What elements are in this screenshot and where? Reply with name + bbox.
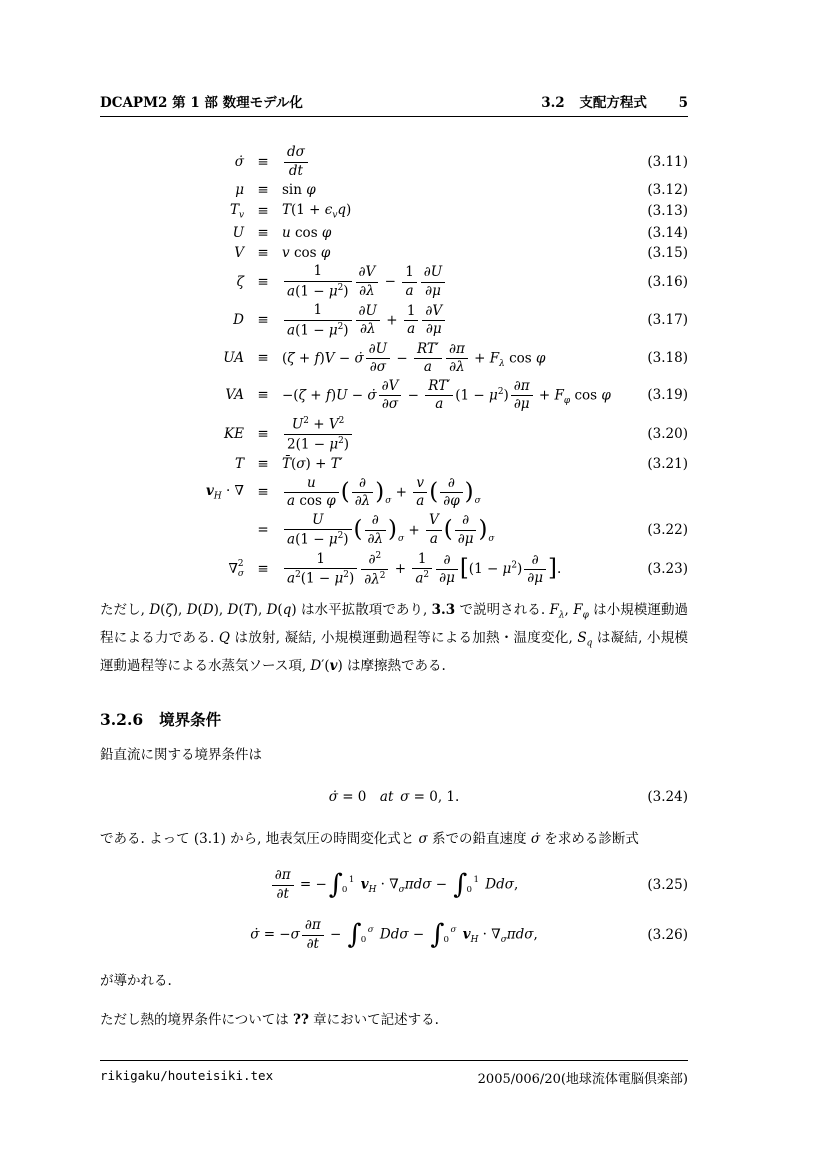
- equation-row: [100, 416, 688, 453]
- header-right: [541, 91, 688, 111]
- equation-relation: ≡: [257, 182, 269, 199]
- equation-lhs: UA: [223, 350, 244, 367]
- page-footer: [100, 1060, 688, 1087]
- equation-rhs: $\frac{1}{a^2(1 - \mu^2)}$ $\frac{\partial^2}{\partial\lambda^2}$ + $\frac{1}{a^2}$ ∂ ∂μ [$(1 - \mu^2)$ ∂ ∂μ ].: [282, 551, 647, 588]
- header-section-title: 支配方程式: [579, 95, 647, 111]
- equation-row: [100, 476, 688, 510]
- display-equation-324: [100, 784, 688, 810]
- equation-relation: ≡: [257, 273, 269, 290]
- equation-number: (3.18): [647, 350, 688, 367]
- equation-rhs: $\frac{1}{a(1 - \mu^2)}$ $\frac{\partial U}{\partial\lambda}$ + $\frac{1}{a}$ $\frac{\partial V}{\partial\mu}$: [282, 303, 647, 339]
- equation-relation: ≡: [257, 244, 269, 261]
- equation-row: [100, 551, 688, 588]
- equation-relation: ≡: [257, 153, 269, 170]
- equation-lhs: D: [233, 312, 244, 329]
- paragraph-diagnostic-intro: である. よって (3.1) から, 地表気圧の時間変化式と σ 系での鉛直速度 σ̇ を求める診断式: [100, 830, 639, 847]
- equation-row: [100, 456, 688, 473]
- header-section-number: 3.2: [541, 95, 565, 111]
- equation-rhs: T̄(σ) + T′: [282, 455, 343, 472]
- equation-row: [100, 182, 688, 199]
- equation-number: (3.11): [647, 153, 688, 170]
- header-page-number: 5: [678, 95, 688, 111]
- equation-relation: ≡: [257, 484, 269, 501]
- equation-lhs: KE: [224, 425, 244, 442]
- equation-row: [100, 513, 688, 549]
- equation-lhs: U: [232, 224, 244, 241]
- equation-number: (3.26): [647, 927, 688, 944]
- equation-number: (3.13): [647, 203, 688, 220]
- display-equation-body: σ̇ = 0 at σ = 0, 1.: [328, 788, 460, 805]
- equation-lhs: σ̇: [234, 153, 244, 170]
- equation-number: (3.16): [647, 273, 688, 290]
- equation-row: [100, 379, 688, 413]
- eqnarray-block: [100, 145, 688, 588]
- section-heading: [100, 708, 688, 730]
- footer-filename: rikigaku/houteisiki.tex: [100, 1068, 274, 1083]
- page-header: [100, 91, 688, 117]
- equation-relation: ≡: [257, 561, 269, 578]
- equation-number: (3.24): [647, 788, 688, 805]
- equation-number: (3.15): [647, 244, 688, 261]
- equation-rhs: $\frac{U^2 + V^2}{2(1 - \mu^2)}$: [282, 416, 647, 453]
- equation-row: [100, 264, 688, 300]
- equation-number: (3.20): [647, 425, 688, 442]
- paragraph-thermal-note: ただし熱的境界条件については ?? 章において記述する.: [100, 1011, 439, 1028]
- equation-lhs: $T_v$: [229, 201, 244, 221]
- header-title: DCAPM2 第 1 部 数理モデル化: [100, 95, 303, 111]
- equation-relation: ≡: [257, 425, 269, 442]
- equation-number: (3.12): [647, 182, 688, 199]
- equation-lhs: ∇ 2 σ: [228, 559, 244, 579]
- display-equation-326: [100, 918, 688, 952]
- equation-row: [100, 225, 688, 242]
- equation-relation: ≡: [257, 350, 269, 367]
- equation-row: [100, 342, 688, 376]
- paragraph-diffusion-note: ただし, D(ζ), D(D), D(T), D(q) は水平拡散項であり, 3.3 で説明される. $F_\lambda$, $F_\varphi$ は小規模運動過程による力である. Q は放射, 凝結, 小規模運動過程等による加熱・温度変化, $S_q$ は凝結, 小規模運動過程等による水蒸気ソース項, D′(v) は摩擦熱である.: [100, 602, 689, 675]
- equation-relation: ≡: [257, 455, 269, 472]
- equation-relation: ≡: [257, 224, 269, 241]
- display-equation-body: σ̇ = −σ $\frac{\partial\pi}{\partial t}$ − ∫ σ 0 Ddσ − ∫ σ 0 $v_H \cdot \nabla_\sigma\pi d\sigma$,: [250, 917, 538, 952]
- equation-rhs: u cos φ: [282, 224, 332, 241]
- paragraph-boundary-intro: 鉛直流に関する境界条件は: [100, 746, 262, 763]
- equation-number: (3.21): [647, 455, 688, 472]
- equation-rhs: −(ζ + f)U − σ̇ $\frac{\partial V}{\partial\sigma}$ − $\frac{RT'}{a}$ $(1 - \mu^2)$ $\frac{\partial\pi}{\partial\mu}$ + $F_\varphi$ cos φ: [282, 377, 611, 413]
- equation-number: (3.19): [647, 387, 688, 404]
- equation-row: [100, 145, 688, 179]
- equation-rhs: $\frac{U}{a(1 - \mu^2)}$ ( ∂ ∂λ )$_\sigma$ + $\frac{V}{a}$ ( ∂ ∂μ )$_\sigma$: [282, 513, 647, 549]
- equation-relation: ≡: [257, 203, 269, 220]
- equation-rhs: (ζ + f)V − σ̇ $\frac{\partial U}{\partial\sigma}$ − $\frac{RT'}{a}$ $\frac{\partial\pi}{\partial\lambda}$ + $F_\lambda$ cos φ: [282, 340, 546, 376]
- equation-rhs: $\frac{1}{a(1 - \mu^2)}$ $\frac{\partial V}{\partial\lambda}$ − $\frac{1}{a}$ $\frac{\partial U}{\partial\mu}$: [282, 264, 647, 300]
- equation-number: (3.17): [647, 312, 688, 329]
- main-content: [100, 142, 688, 1045]
- equation-relation: =: [257, 521, 269, 538]
- equation-relation: ≡: [257, 312, 269, 329]
- equation-rhs: sin φ: [282, 182, 316, 199]
- equation-number: (3.14): [647, 224, 688, 241]
- section-title: 境界条件: [159, 709, 222, 729]
- display-equation-325: [100, 868, 688, 902]
- equation-rhs: $\frac{u}{\text{a cos φ}}$ ( ∂ ∂λ )$_\sigma$ + $\frac{v}{a}$ ( ∂ ∂φ )$_\sigma$: [282, 476, 688, 510]
- equation-lhs: T: [234, 455, 244, 472]
- footer-date: 2005/006/20(地球流体電脳倶楽部): [477, 1072, 688, 1087]
- equation-row: [100, 303, 688, 339]
- display-equation-body: $\frac{\partial\pi}{\partial t}$ = − ∫ 1 0 $v_H \cdot \nabla_\sigma\pi d\sigma$ − ∫ 1 0 Ddσ,: [270, 868, 519, 902]
- equation-rhs: $\frac{d\sigma}{dt}$: [282, 145, 647, 179]
- equation-number: (3.25): [647, 877, 688, 894]
- equation-row: [100, 245, 688, 262]
- equation-lhs: ζ: [236, 273, 244, 290]
- equation-number: (3.23): [647, 561, 688, 578]
- equation-lhs: $v_H$ · ∇: [206, 482, 244, 502]
- equation-rhs: $T(1 + \epsilon_vq)$: [282, 201, 352, 221]
- equation-relation: ≡: [257, 387, 269, 404]
- equation-row: [100, 202, 688, 222]
- section-number: 3.2.6: [100, 709, 144, 729]
- paragraph-derived: が導かれる.: [100, 973, 172, 990]
- equation-rhs: v cos φ: [282, 244, 331, 261]
- equation-lhs: V: [234, 244, 244, 261]
- equation-number: (3.22): [647, 521, 688, 538]
- equation-lhs: VA: [225, 387, 244, 404]
- equation-lhs: μ: [235, 182, 244, 199]
